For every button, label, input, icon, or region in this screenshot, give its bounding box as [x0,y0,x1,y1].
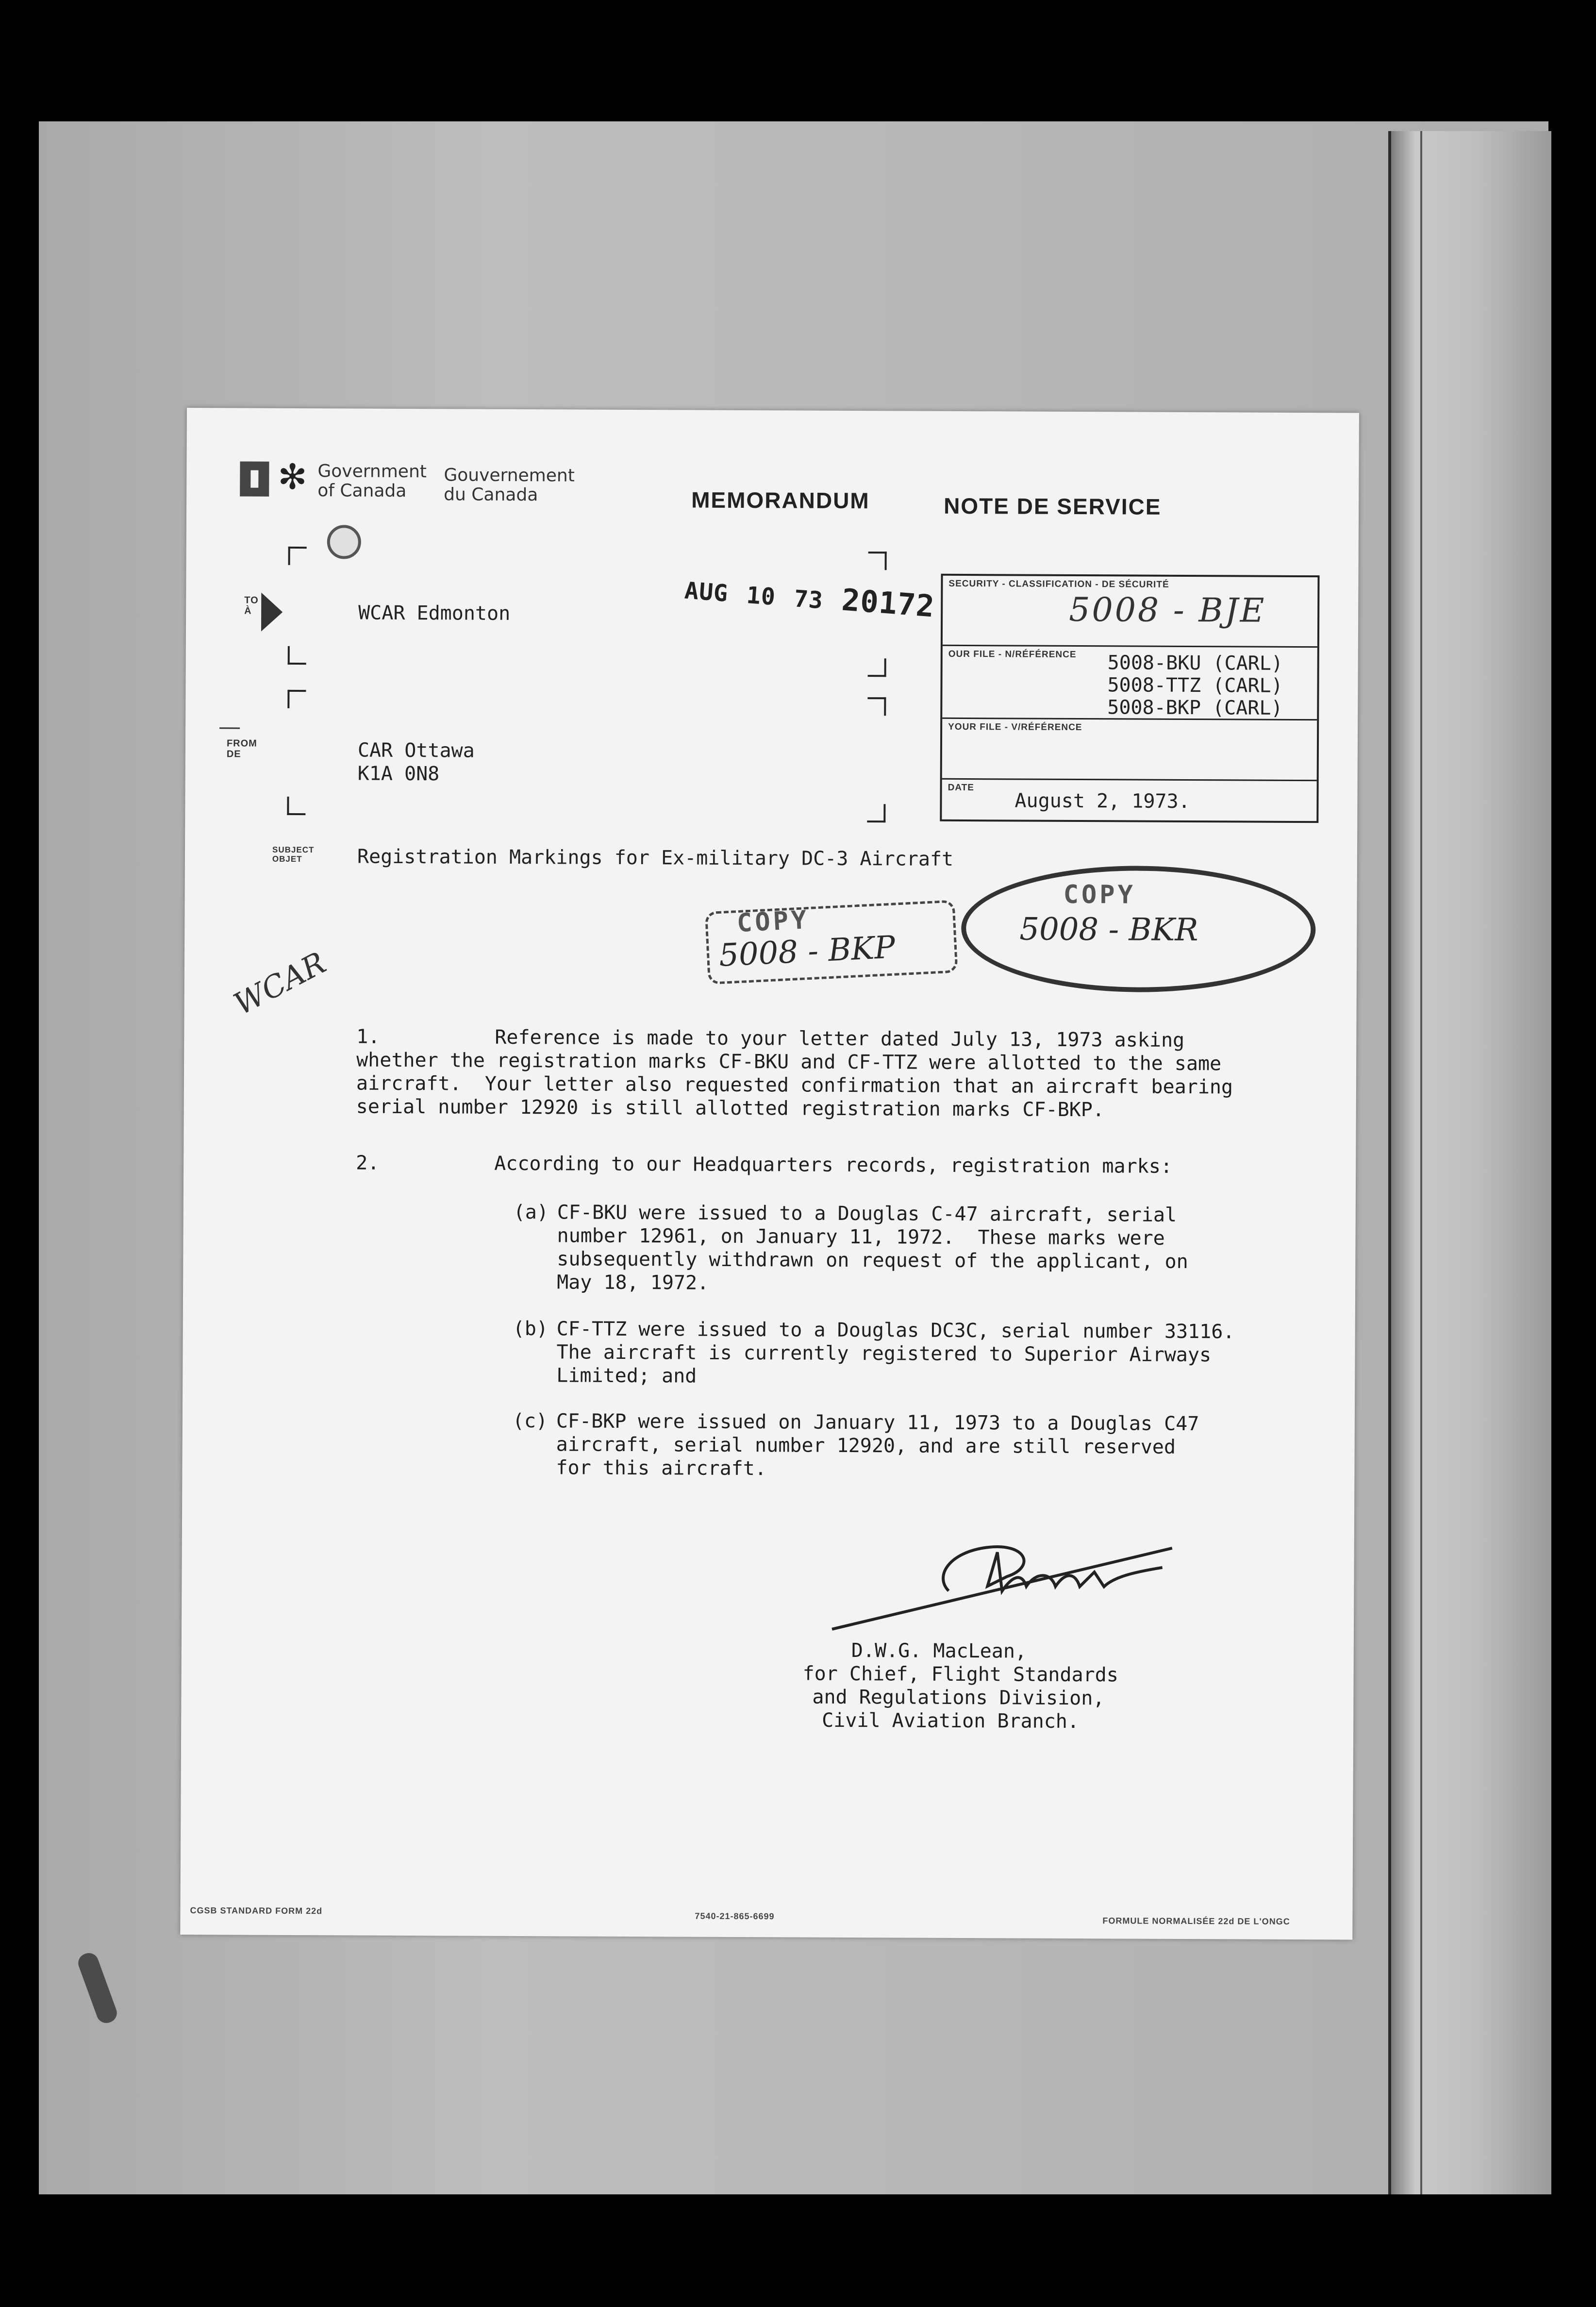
item-a-text: CF-BKU were issued to a Douglas C-47 aircraft, serial number 12961, on January 11, 1972. These marks were subsequently withdrawn on request of the applicant, on May 18, 1972. [557,1201,1188,1294]
paragraph-1-number: 1. [356,1025,380,1048]
subject-line: Registration Markings for Ex-military DC-3 Aircraft [357,845,954,870]
paragraph-2-number: 2. [356,1152,380,1174]
copy-stamp-bkp-file: 5008 - BKP [718,929,896,974]
handwritten-signature [822,1518,1192,1636]
to-bracket-top-left [288,547,307,565]
security-label: SECURITY - CLASSIFICATION - DE SÉCURITÉ [948,578,1169,590]
your-file-row [942,719,1317,781]
item-c-text: CF-BKP were issued on January 11, 1973 to a Douglas C47 aircraft, serial number 12920, and are still reserved for this aircraft. [556,1410,1199,1480]
item-b-label: (b) [513,1317,549,1340]
received-date-stamp: AUG 10 73 20172 [683,577,936,624]
memo-date: August 2, 1973. [1014,789,1190,813]
item-a-label: (a) [513,1201,549,1224]
date-bracket-bottom-right [868,658,886,677]
from-bracket-top-left [287,690,306,708]
item-b-text: CF-TTZ were issued to a Douglas DC3C, serial number 33116. The aircraft is currently registered to Superior Airways Limited; and [556,1318,1235,1388]
copy-stamp-bkr-label: COPY [1063,880,1136,910]
from-bracket-top-right [867,697,886,716]
copy-stamp-bkp-label: COPY [736,905,810,938]
margin-handwritten-note: WCAR [228,945,332,1022]
security-handwritten-file: 5008 - BJE [1069,590,1266,630]
from-bracket-bottom-right [867,804,885,822]
to-recipient: WCAR Edmonton [358,602,511,625]
memorandum-sheet [180,408,1359,1940]
our-file-label: OUR FILE - N/RÉFÉRENCE [948,649,1077,660]
date-row [942,780,1316,823]
from-label: FROM DE [226,738,257,760]
footer-stock-number: 7540-21-865-6699 [695,1911,775,1922]
to-bracket-bottom-left [288,646,306,665]
folder-binding-strip [1388,131,1551,2194]
our-file-references: 5008-BKU (CARL) 5008-TTZ (CARL) 5008-BKP (CARL) [1107,652,1283,719]
to-arrow-icon [261,593,283,632]
from-sender: CAR Ottawa K1A 0N8 [357,739,475,786]
paragraph-1: Reference is made to your letter dated July 13, 1973 asking whether the registration marks CF-BKU and CF-TTZ were allotted to the same aircraft. Your letter also requested confirmation that an aircraft bearing serial number 12920 is still allotted registration marks CF-BKP. [356,1026,1233,1121]
your-file-label: YOUR FILE - V/RÉFÉRENCE [948,721,1082,733]
note-de-service-title: NOTE DE SERVICE [944,493,1162,519]
flag-bar-icon [240,461,269,496]
footer-form-number: CGSB STANDARD FORM 22d [190,1906,323,1916]
from-bracket-bottom-left [287,797,305,815]
copy-stamp-bkr [961,865,1316,993]
subject-label: SUBJECT OBJET [272,845,315,864]
date-label: DATE [948,782,974,793]
copy-stamp-bkr-file: 5008 - BKR [1019,911,1198,949]
folder-seam [1420,131,1422,2194]
date-bracket-top-right [868,552,887,570]
security-row [943,576,1318,648]
reference-box [940,574,1319,823]
government-name-english: Government of Canada [317,461,427,501]
copy-stamp-bkp [705,900,958,985]
signature-block: D.W.G. MacLean, for Chief, Flight Standards and Regulations Division, Civil Aviation Branch. [802,1639,1118,1733]
government-name-french: Gouvernement du Canada [444,465,575,505]
from-dash [219,727,240,729]
memo-title: MEMORANDUM [691,487,870,514]
footer-french-form: FORMULE NORMALISÉE 22d DE L'ONGC [1102,1916,1290,1926]
maple-leaf-icon: ✻ [278,456,307,498]
item-c-label: (c) [512,1409,548,1433]
punch-hole [327,525,361,559]
our-file-row [942,646,1317,720]
paragraph-2-intro: According to our Headquarters records, registration marks: [494,1152,1173,1178]
to-label: TO À [244,595,259,617]
